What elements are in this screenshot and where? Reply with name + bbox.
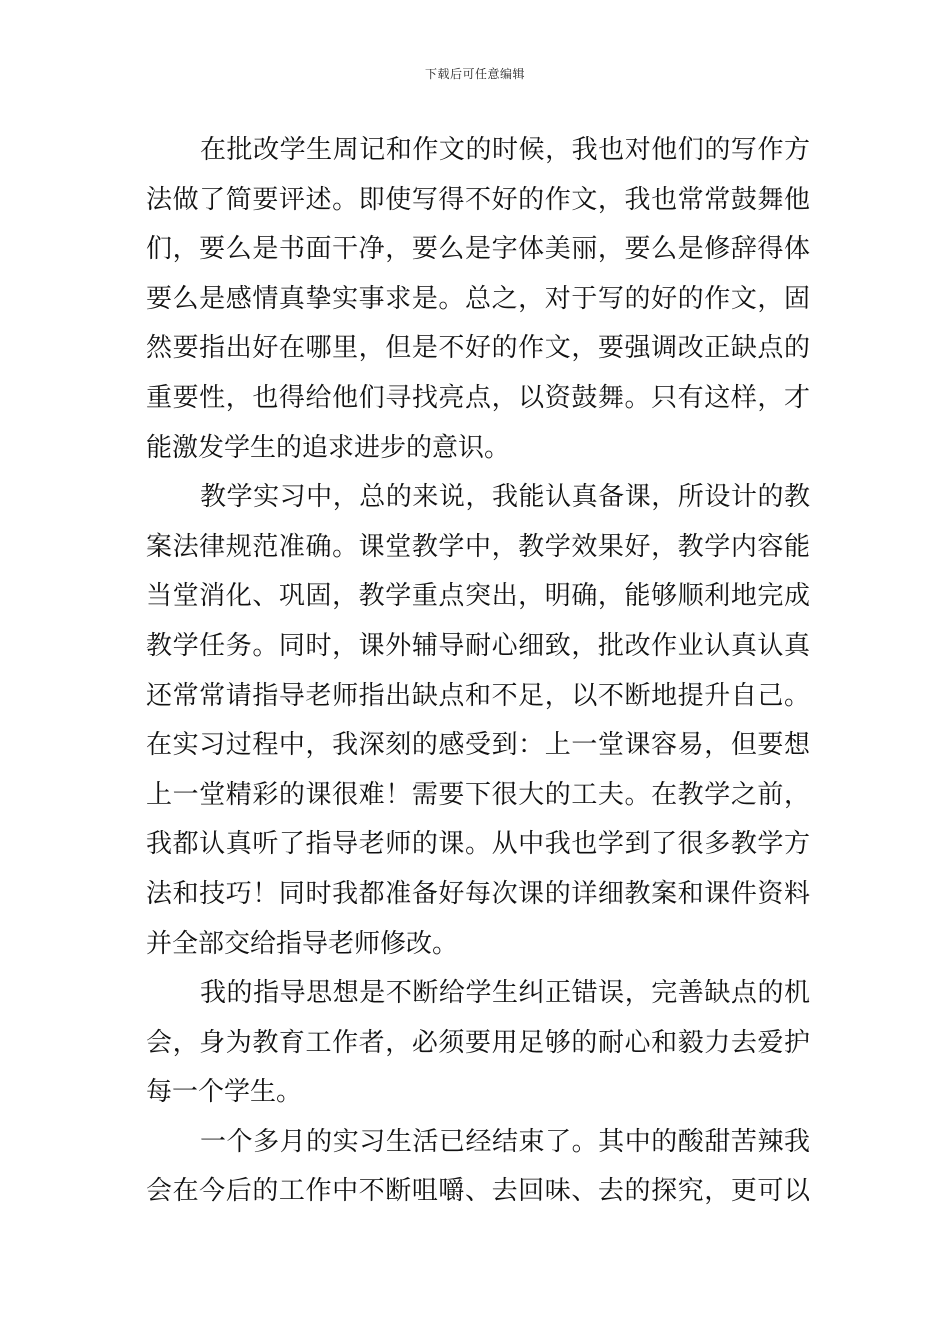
text-line: 在批改学生周记和作文的时候，我也对他们的写作方 <box>200 135 810 165</box>
text-line: 会，身为教育工作者，必须要用足够的耐心和毅力去爱护 <box>146 1027 810 1058</box>
text-line: 能激发学生的追求进步的意识。 <box>146 432 511 463</box>
text-line: 当堂消化、巩固，教学重点突出，明确，能够顺利地完成 <box>146 581 810 612</box>
text-line: 并全部交给指导老师修改。 <box>146 928 459 959</box>
text-line: 们，要么是书面干净，要么是字体美丽，要么是修辞得体 <box>146 234 810 265</box>
text-line: 我的指导思想是不断给学生纠正错误，完善缺点的机 <box>200 978 810 1009</box>
document-body <box>146 126 810 1217</box>
text-line: 教学实习中，总的来说，我能认真备课，所设计的教 <box>200 482 810 513</box>
text-line: 案法律规范准确。课堂教学中，教学效果好，教学内容能 <box>146 531 810 562</box>
text-line: 一个多月的实习生活已经结束了。其中的酸甜苦辣我 <box>200 1126 810 1157</box>
text-line: 在实习过程中，我深刻的感受到：上一堂课容易，但要想 <box>146 730 810 761</box>
text-line: 我都认真听了指导老师的课。从中我也学到了很多教学方 <box>146 829 810 860</box>
text-line: 要么是感情真挚实事求是。总之，对于写的好的作文，固 <box>146 283 810 314</box>
text-line: 重要性，也得给他们寻找亮点，以资鼓舞。只有这样，才 <box>146 382 810 413</box>
text-line: 教学任务。同时，课外辅导耐心细致，批改作业认真认真 <box>146 630 810 661</box>
text-line: 会在今后的工作中不断咀嚼、去回味、去的探究，更可以 <box>146 1176 810 1207</box>
text-line: 法和技巧！同时我都准备好每次课的详细教案和课件资料 <box>146 878 810 909</box>
text-line: 法做了简要评述。即使写得不好的作文，我也常常鼓舞他 <box>146 184 810 215</box>
text-line: 还常常请指导老师指出缺点和不足，以不断地提升自己。 <box>146 680 810 711</box>
page-header: 下载后可任意编辑 <box>424 67 525 81</box>
text-line: 然要指出好在哪里，但是不好的作文，要强调改正缺点的 <box>146 333 810 364</box>
text-line: 上一堂精彩的课很难！需要下很大的工夫。在教学之前， <box>146 779 810 810</box>
text-line: 每一个学生。 <box>146 1077 303 1108</box>
